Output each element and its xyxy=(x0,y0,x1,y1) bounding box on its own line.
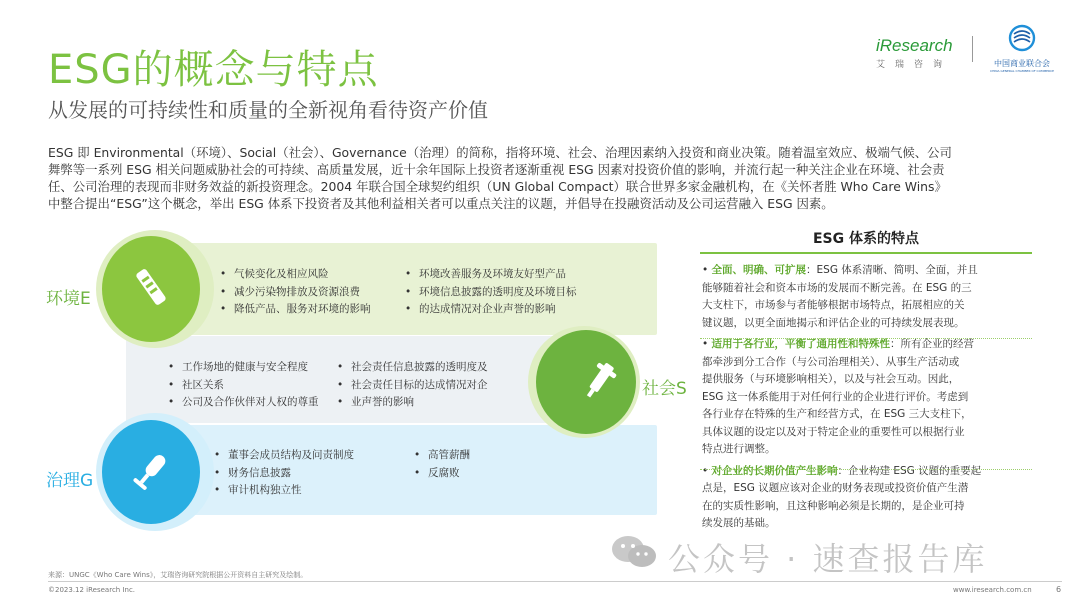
feature-line: 特点进行调整。 xyxy=(702,443,776,455)
feature-line: 都牵涉到分工合作（与公司治理相关）、从事生产活动或 xyxy=(702,355,960,368)
cga-name: 中国商业联合会 xyxy=(994,59,1050,68)
features-title: ESG 体系的特点 xyxy=(812,231,919,247)
intro-line: 中整合提出“ESG”这个概念，举出 ESG 体系下投资者及其他利益相关者可以重点关注的议题，并倡导在投融资活动及公司运营融入 ESG 因素。 xyxy=(48,196,834,211)
list-item: • 高管薪酬 xyxy=(414,447,470,465)
feature-heading: 全面、明确、可扩展 xyxy=(711,264,807,276)
source-note: 来源：UNGC《Who Care Wins》，艾瑞咨询研究院根据公开资料自主研究及绘制。 xyxy=(48,571,308,579)
intro-paragraph xyxy=(48,144,1038,212)
social-list-2 xyxy=(337,359,488,412)
feature-line: 提供服务（与环境影响相关），以及与社会互动。因此， xyxy=(702,373,960,385)
governance-circle xyxy=(102,420,200,524)
list-item: • 董事会成员结构及问责制度 xyxy=(214,447,354,465)
list-item: • 工作场地的健康与安全程度 xyxy=(168,359,319,377)
features-divider xyxy=(700,252,1032,254)
page-subtitle: 从发展的可持续性和质量的全新视角看待资产价值 xyxy=(48,98,488,122)
list-item-continuation: 业声誉的影响 xyxy=(351,396,414,408)
social-label: 社会S xyxy=(642,379,687,399)
footer-url[interactable]: www.iresearch.com.cn xyxy=(953,586,1032,594)
list-item: • 气候变化及相应风险 xyxy=(220,266,371,284)
environment-list-1 xyxy=(220,266,371,319)
governance-list-1 xyxy=(214,447,354,500)
governance-list-2 xyxy=(414,447,470,482)
list-item: • 审计机构独立性 xyxy=(214,482,354,500)
china-commerce-logo-icon xyxy=(1007,24,1037,52)
feature-line: ：ESG 体系清晰、简明、全面，并且 xyxy=(806,264,978,276)
list-item: • 环境信息披露的透明度及环境目标 xyxy=(405,284,577,302)
list-item: • 公司及合作伙伴对人权的尊重 xyxy=(168,394,319,412)
feature-line: 能够随着社会和资本市场的发展而不断完善。在 ESG 的三 xyxy=(702,281,972,294)
feature-item: • 适用于各行业，平衡了通用性和特殊性：所有企业的经营 都牵涉到分工合作（与公司治理相关）、从事生产活动或 提供服务（与环境影响相关），以及与社会互动。因此， ESG 这一体系能用于对任何行业的企业进行评价。考虑到 各行业存在特殊的生产和经营方式，在 ESG 三大支柱下， 具体议题的设定以及对于特定企业的重要性可以根据行业 特点进行调整。 xyxy=(702,336,1032,459)
feature-line: 大支柱下，市场参与者能够根据市场特点，拓展相应的关 xyxy=(702,299,965,311)
feature-line: ：所有企业的经营 xyxy=(890,338,975,350)
iresearch-brand: iResearch xyxy=(876,36,953,55)
feature-line: ：企业构建 ESG 议题的重要起 xyxy=(837,464,982,477)
feature-line: 各行业存在特殊的生产和经营方式，在 ESG 三大支柱下， xyxy=(702,408,972,420)
intro-line: ESG 即 Environmental（环境）、Social（社会）、Governance（治理）的简称，指将环境、社会、治理因素纳入投资和商业决策。随着温室效应、极端气候、公司 xyxy=(48,145,952,160)
intro-line: 舞弊等一系列 ESG 相关问题威胁社会的可持续、高质量发展，近十余年国际上投资者逐渐重视 ESG 因素对投资价值的影响，并流行起一种关注企业在环境、社会责 xyxy=(48,162,945,177)
feature-line: 具体议题的设定以及对于特定企业的重要性可以根据行业 xyxy=(702,425,965,438)
recycle-icon xyxy=(128,264,174,310)
feature-item: • 全面、明确、可扩展：ESG 体系清晰、简明、全面，并且 能够随着社会和资本市场的发展而不断完善。在 ESG 的三 大支柱下，市场参与者能够根据市场特点，拓展相应的关 键议题，以更全面地揭示和评估企业的可持续发展表现。 xyxy=(702,262,1032,332)
list-item: • 社会责任信息披露的透明度及 xyxy=(337,359,488,377)
social-list-1 xyxy=(168,359,319,412)
environment-label: 环境E xyxy=(46,289,91,309)
environment-circle xyxy=(102,236,200,342)
feature-separator xyxy=(700,338,1032,339)
watermark-text: 公众号 · 速查报告库 xyxy=(668,540,988,578)
iresearch-cn: 艾瑞咨询 xyxy=(876,60,953,70)
feature-line: ESG 这一体系能用于对任何行业的企业进行评价。考虑到 xyxy=(702,390,969,403)
list-item: • 减少污染物排放及资源浪费 xyxy=(220,284,371,302)
list-item xyxy=(405,301,577,319)
list-item xyxy=(337,394,488,412)
environment-list-2 xyxy=(405,266,577,319)
feature-line: 续发展的基础。 xyxy=(702,517,776,529)
copyright: ©2023.12 iResearch Inc. xyxy=(48,586,136,594)
page-number: 6 xyxy=(1056,585,1062,594)
feature-line: 键议题，以更全面地揭示和评估企业的可持续发展表现。 xyxy=(702,316,965,329)
microphone-icon xyxy=(128,448,174,494)
feature-heading: 对企业的长期价值产生影响 xyxy=(711,464,838,477)
social-circle xyxy=(536,330,636,434)
feature-line: 在的实质性影响，且这种影响必须是长期的，是企业可持 xyxy=(702,499,965,512)
iresearch-logo xyxy=(876,36,962,72)
factory-icon xyxy=(576,356,624,404)
feature-separator xyxy=(700,469,1032,470)
features-list xyxy=(702,262,1032,535)
list-item: • 社会责任目标的达成情况对企 xyxy=(337,377,488,395)
logo-divider xyxy=(972,36,973,62)
list-item: • 反腐败 xyxy=(414,465,470,483)
list-item: • 降低产品、服务对环境的影响 xyxy=(220,301,371,319)
cga-logo xyxy=(982,24,1062,76)
feature-line: 点是，ESG 议题应该对企业的财务表现或投资价值产生潜 xyxy=(702,482,969,494)
intro-line: 任、公司治理的表现而非财务效益的新投资理念。2004 年联合国全球契约组织（UN Global Compact）联合世界多家金融机构，在《关怀者胜 Who Care Wins》 xyxy=(48,179,947,194)
watermark xyxy=(598,532,1058,578)
feature-item: • 对企业的长期价值产生影响：企业构建 ESG 议题的重要起 点是，ESG 议题应该对企业的财务表现或投资价值产生潜 在的实质性影响，且这种影响必须是长期的，是企业可持 续发展的基础。 xyxy=(702,463,1032,533)
list-item: • 社区关系 xyxy=(168,377,319,395)
wechat-icon xyxy=(608,532,660,572)
page-title: ESG的概念与特点 xyxy=(48,47,379,93)
feature-heading: 适用于各行业，平衡了通用性和特殊性 xyxy=(711,338,891,350)
list-item: • 环境改善服务及环境友好型产品 xyxy=(405,266,577,284)
footer-divider xyxy=(48,581,1062,582)
governance-label: 治理G xyxy=(46,471,94,491)
cga-en: CHINA GENERAL CHAMBER OF COMMERCE xyxy=(990,69,1054,73)
list-item-continuation: 的达成情况对企业声誉的影响 xyxy=(419,303,556,315)
list-item: • 财务信息披露 xyxy=(214,465,354,483)
